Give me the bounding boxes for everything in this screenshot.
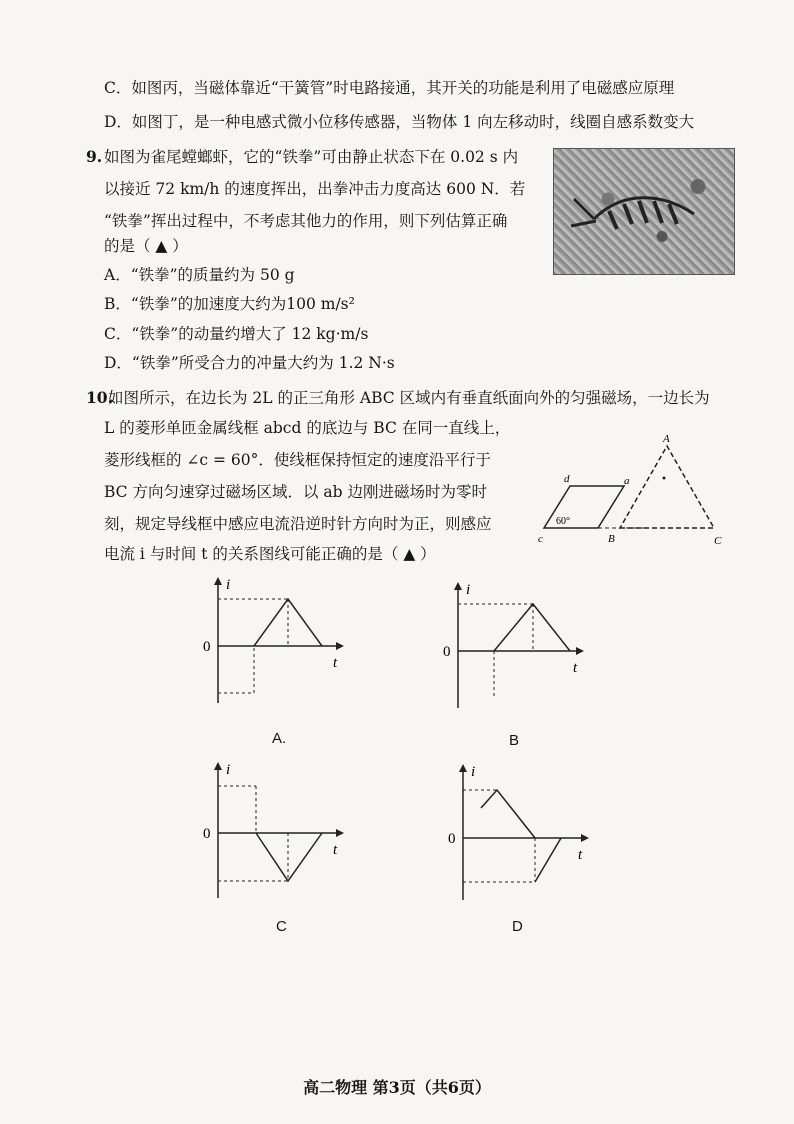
question-10-number: 10. [86, 388, 113, 407]
rhombus-triangle-figure [536, 428, 736, 553]
question-9-option-d: D．“铁拳”所受合力的冲量大约为 1.2 N·s [104, 354, 395, 372]
question-10-line-4: BC 方向匀速穿过磁场区域．以 ab 边刚进磁场时为零时 [104, 483, 487, 501]
graph-c [200, 760, 360, 900]
question-9-option-b: B．“铁拳”的加速度大约为100 m/s² [104, 295, 355, 313]
graph-b [440, 580, 600, 715]
graph-c-zero: 0 [203, 826, 211, 842]
label-d: d [564, 473, 570, 485]
field-dot [663, 477, 666, 480]
question-9-line-2: 以接近 72 km/h 的速度挥出，出拳冲击力度高达 600 N．若 [104, 180, 526, 198]
graph-b-zero: 0 [443, 644, 451, 660]
graph-d [445, 762, 605, 902]
question-9-option-c: C．“铁拳”的动量约增大了 12 kg·m/s [104, 325, 369, 343]
label-angle: 60° [556, 516, 570, 527]
graph-c-axis-t: t [333, 842, 338, 858]
graph-a-label: A. [272, 730, 287, 747]
label-c: c [538, 533, 543, 545]
question-10-line-5: 刻，规定导线框中感应电流沿逆时针方向时为正，则感应 [104, 515, 492, 533]
question-9-line-4: 的是（ ▲ ） [104, 237, 188, 255]
graph-c-axis-i: i [226, 762, 231, 778]
option-c-text: C．如图丙，当磁体靠近“干簧管”时电路接通，其开关的功能是利用了电磁感应原理 [104, 79, 675, 97]
label-C: C [714, 535, 722, 547]
question-9-line-1: 如图为雀尾螳螂虾，它的“铁拳”可由静止状态下在 0.02 s 内 [104, 148, 519, 166]
question-9-line-3: “铁拳”挥出过程中，不考虑其他力的作用，则下列估算正确 [104, 212, 508, 230]
graph-b-axis-i: i [466, 582, 471, 598]
magnetic-field-triangle [620, 446, 714, 528]
question-9-option-a: A．“铁拳”的质量约为 50 g [104, 266, 295, 284]
graph-b-axis-t: t [573, 660, 578, 676]
question-10-line-1: 如图所示，在边长为 2L 的正三角形 ABC 区域内有垂直纸面向外的匀强磁场，一边长为 [108, 389, 710, 407]
page-footer: 高二物理 第3页（共6页） [303, 1078, 491, 1097]
graph-d-label: D [512, 918, 523, 935]
graph-a-axis-i: i [226, 577, 231, 593]
graph-a-zero: 0 [203, 639, 211, 655]
graph-d-zero: 0 [448, 831, 456, 847]
graph-c-label: C [276, 918, 287, 935]
label-a: a [624, 475, 630, 487]
question-9-number: 9. [86, 147, 103, 166]
graph-b-label: B [509, 732, 520, 749]
graph-a [200, 575, 360, 710]
question-10-line-2: L 的菱形单匝金属线框 abcd 的底边与 BC 在同一直线上， [104, 419, 511, 437]
label-b: B [608, 533, 615, 545]
mantis-shrimp-photo [553, 148, 735, 275]
question-10-line-3: 菱形线框的 ∠c = 60°．使线框保持恒定的速度沿平行于 [104, 451, 491, 469]
option-d-text: D．如图丁，是一种电感式微小位移传感器，当物体 1 向左移动时，线圈自感系数变大 [104, 113, 695, 131]
graph-d-axis-t: t [578, 847, 583, 863]
question-10-line-6: 电流 i 与时间 t 的关系图线可能正确的是（ ▲ ） [104, 545, 436, 563]
label-A: A [663, 433, 670, 445]
graph-a-axis-t: t [333, 655, 338, 671]
graph-d-axis-i: i [471, 764, 476, 780]
